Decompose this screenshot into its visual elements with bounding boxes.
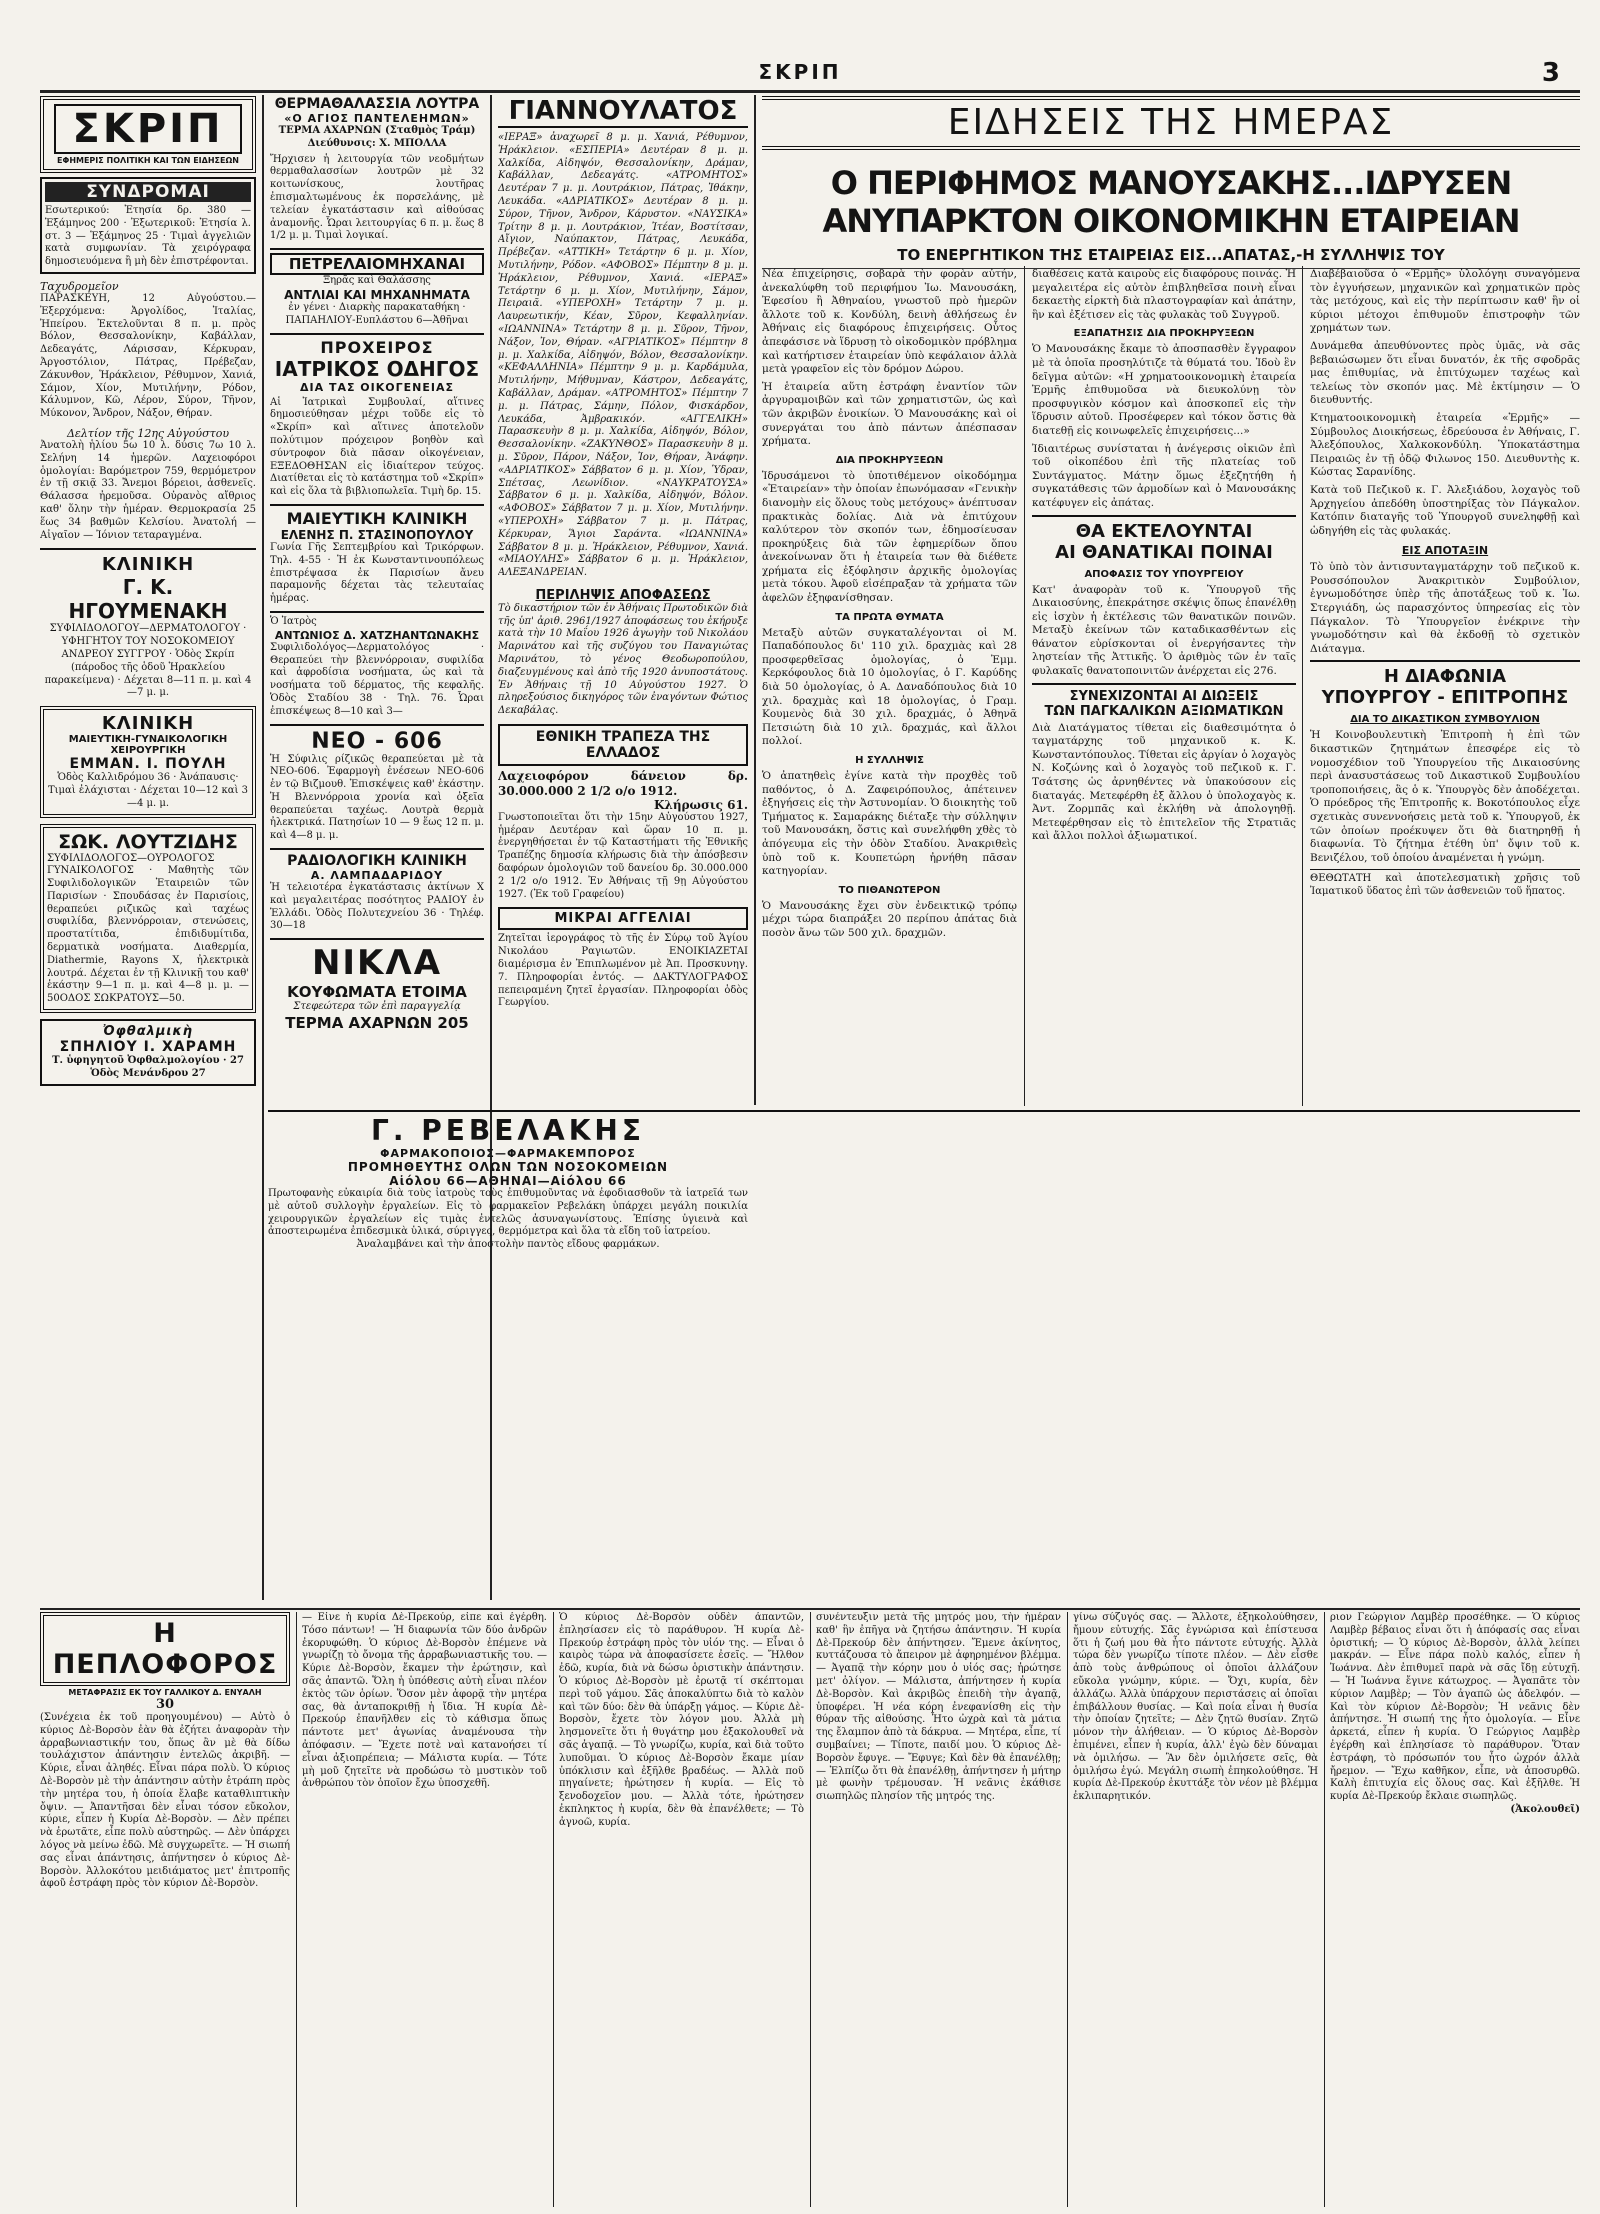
column-rule [490,95,492,1600]
serial-subtitle: ΜΕΤΑΦΡΑΣΙΣ ΕΚ ΤΟΥ ΓΑΛΛΙΚΟΥ Δ. ΕΝΥΑΛΗ [68,1688,262,1697]
shipping-text: «ΙΕΡΑΞ» ἀναχωρεῖ 8 μ. μ. Χανιά, Ρέθυμνον, Ἡράκλειον. «ΕΣΠΕΡΙΑ» Δευτέραν 8 μ. μ. Χαλκίδα, Αἰδηψόν, Θεσσαλονίκην, Δράμαν, Καβάλλαν, Δεδεαγάτς. «ΑΤΡΟΜΗΤΟΣ» Δευτέραν 7 μ. μ. Λουτράκιον, Πάτρας, Ἰθάκην, Λευκάδα. «ΑΔΡΙΑΤΙΚΟΣ» Δευτέραν 8 μ. μ. Σύρον, Τῆνον, Ἄνδρον, Κάρυστον. «ΝΑΥΣΙΚΑ» Τρίτην 8 μ. μ. Λουτράκιον, Ἰτέαν, Βοστίτσαν, Αἴγιον, Ναύπακτον, Πάτρας, Λευκάδα, Πρέβεζαν. «ΑΤΤΙΚΗ» Τετάρτην 6 μ. μ. Χίον, Μυτιλήνην, Ρόδον. «ΑΦΟΒΟΣ» Πέμπτην 8 μ. μ. Ἡράκλειον, Ρέθυμνον, Χανιά. «ΙΕΡΑΞ» Τετάρτην 6 μ. μ. Χίον, Μυτιλήνην, Σάμον, Πειραιᾶ. «ΥΠΕΡΟΧΗ» Τετάρτην 7 μ. μ. Λαυρεωτικήν, Κέαν, Σῦρον, Κεφαλληνίαν. «ΙΩΑΝΝΙΝΑ» Τετάρτην 8 μ. μ. Σῦρον, Τῆνον, Νάξον, Ἰον, Θήραν. «ΑΓΡΙΑΤΙΚΟΣ» Πέμπτην 8 μ. μ. Χαλκίδα, Αἰδηψόν, Βόλον, Θεσσαλονίκην. «ΚΕΦΑΛΛΗΝΙΑ» Πέμπτην 9 μ. μ. Καρδάμυλα, Μυτιλήνην, Μήθυμναν, Κάστρον, Δεδεαγάτς, Καβάλλαν, Δράμαν. «ΑΤΡΟΜΗΤΟΣ» Πέμπτην 7 μ. μ. Πάτρας, Σάμην, Πόλον, Φισκάρδον, Λευκάδα, Ἀμβρακικόν. «ΑΓΓΕΛΙΚΗ» Παρασκευὴν 8 μ. μ. Χαλκίδα, Αἰδηψόν, Βόλον, Θεσσαλονίκην. «ΖΑΚΥΝΘΟΣ» Παρασκευὴν 8 μ. μ. Σῦρον, Πάρον, Νάξον, Ἰον, Θήραν, Ἀνάφην. «ΑΔΡΙΑΤΙΚΟΣ» Σάββατον 6 μ. μ. Χίον, Ὑδραν, Σπέτσας, Λεωνίδιον. «ΝΑΥΚΡΑΤΟΥΣΑ» Σάββατον 6 μ. μ. Χαλκίδα, Αἰδηψόν, Βόλον. «ΑΦΟΒΟΣ» Σάββατον 7 μ. μ. Χίον, Μυτιλήνην. «ΥΠΕΡΟΧΗ» Σάββατον 7 μ. μ. Πάτρας, Κέρκυραν, Ἅγιοι Σαράντα. «ΙΩΑΝΝΙΝΑ» Σάββατον 8 μ. μ. Ἡράκλειον, Ρέθυμνον, Χανιά. «ΜΙΑΟΥΛΗΣ» Σάββατον 6 μ. μ. Ἡράκλειον, ΑΛΕΞΑΝΔΡΕΙΑΝ. [498,132,748,579]
eye-clinic-title: Ὀφθαλμικὴ [103,1024,193,1040]
serial-continued: (Ἀκολουθεῖ) [1510,1803,1580,1815]
news-section-heading: ΤΑ ΠΡΩΤΑ ΘΥΜΑΤΑ [835,611,944,623]
fine-article [1032,515,1296,679]
oil-engines-text: ἐν γένει · Διαρκὴς παρακαταθήκη · ΠΑΠΑΗΛΙΟΥ-Ευπλάστου 6—Ἀθῆναι [285,301,469,326]
clinic2-ad [40,706,256,817]
page-number: 3 [1541,58,1560,88]
bank-loan: Λαχειοφόρον δάνειον δρ. 30.000.000 2 1/2 ο/ο 1912. [498,769,748,799]
serial-section [40,1612,1580,2212]
baths-ad [270,96,484,243]
logo: ΣΚΡΙΠ [54,104,242,154]
dispute-title-2: ΥΠΟΥΡΓΟΥ - ΕΠΙΤΡΟΠΗΣ [1321,687,1569,709]
masthead [20,50,1580,90]
doctor-name: ΣΩΚ. ΛΟΥΤΖΙΔΗΣ [58,830,238,853]
oil-engines-subtitle: Ξηρᾶς καὶ Θαλάσσης [323,275,431,287]
serial-title [40,1612,290,1686]
masthead-title: ΣΚΡΙΠ [758,60,842,84]
news-paragraph: Νέα ἐπιχείρησις, σοβαρὰ τὴν φορὰν αὐτήν, ἀνεκαλύφθη τοῦ περιφήμου Ἰω. Μανουσάκη, Ἐφεσίου ἢ Ἀθηναίου, γνωστοῦ πρὸ ἡμερῶν ἄλλοτε τοῦ κ. Κονδύλη, δεινὴ ἀθλήσεως ἐν Ἀθήναις εἰς διαφόρους ἐπιχειρήσεις. Οὗτος ἀπεφάσισε νὰ ἵδρυσῃ τὸ οἰκοδομικὸν πρόβλημα καὶ κατήρτισεν ἑταιρείαν ὑπὸ κεφάλαιον ἀλλὰ μετὰ γραφεῖον εἰς τὸν δρόμον Δώρου. [762,268,1017,376]
revelakis-role-2: ΠΡΟΜΗΘΕΥΤΗΣ ΟΛΩΝ ΤΩΝ ΝΟΣΟΚΟΜΕΙΩΝ [347,1160,669,1174]
logo-subtitle: ΕΦΗΜΕΡΙΣ ΠΟΛΙΤΙΚΗ ΚΑΙ ΤΩΝ ΕΙΔΗΣΕΩΝ [57,156,239,165]
revelakis-address: Αἰόλου 66—ΑΘΗΝΑΙ—Αἰόλου 66 [389,1174,627,1188]
guide-name: ΙΑΤΡΙΚΟΣ ΟΔΗΓΟΣ [274,356,480,381]
news-rule [1302,266,1303,1106]
eye-clinic-ad [40,1019,256,1086]
fine-title-1: ΘΑ ΕΚΤΕΛΟΥΝΤΑΙ [1075,520,1253,542]
news-section-heading: ΔΙΑ ΠΡΟΚΗΡΥΞΕΩΝ [835,454,944,466]
news-paragraph: Διαβέβαιοῦσα ὁ «Ἑρμῆς» ὑλολόγηι συναγόμενα τὸν ἐγγυήσεων, μηχανικῶν καὶ χρηματικῶν πρὸς τὰς μετόχους, καὶ εἰς τὴν περίπτωσιν καθ' ἣν οἱ κύριοι μέτοχοι ἐπιθυμοῦν ἐπιστροφὴν τῶν χρημάτων των. [1310,268,1580,335]
shipping-title: ΓΙΑΝΝΟΥΛΑΤΟΣ [498,96,748,128]
radiology-ad [270,848,484,933]
eye-clinic-name: ΣΠΗΛΙΟΥ Ι. ΧΑΡΑΜΗ [59,1039,237,1056]
revelakis-name: Γ. ΡΕΒΕΛΑΚΗΣ [371,1114,645,1147]
baths-text: Ἤρχισεν ἡ λειτουργία τῶν νεοδμήτων θερμαθαλασσίων λουτρῶν μὲ 32 κοιτωνίσκους, λουτῆρας ἐπισμαλτωμένους ἐκ πορσελάνης, μὲ τελείαν ἐγκατάστασιν καὶ αἰθούσας ἀναμονῆς. Ὧραι λειτουργίας 6 π. μ. ἕως 8 1/2 μ. μ. Τιμαὶ λογικαί. [270,153,484,242]
baths-title: ΘΕΡΜΑΘΑΛΑΣΣΙΑ ΛΟΥΤΡΑ [274,96,480,112]
oil-engines-title: ΠΕΤΡΕΛΑΙΟΜΗΧΑΝΑΙ [270,253,484,275]
bank-draw: Κλήρωσις 61. [654,798,748,813]
news-column-c [1310,268,1580,1106]
news-column-b [1032,268,1296,1106]
eye-clinic-text: Τ. ὑφηγητοῦ Ὀφθαλμολογίου · 27 Ὁδὸς Μενάνδρου 27 [52,1055,244,1079]
classifieds-title: ΜΙΚΡΑΙ ΑΓΓΕΛΙΑΙ [498,907,748,930]
news-paragraph: διαθέσεις κατὰ καιροὺς εἰς διαφόρους ποινάς. Ἡ μεγαλειτέρα εἰς αὐτὸν ἐπιβληθεῖσα ποινὴ εἶναι δεκαετὴς εἱρκτὴ διὰ πλαστογραφίαν καὶ ἀπάτην, ἣν καὶ ἐξέτισεν εἰς τὰς φυλακὰς τοῦ Συγγροῦ. [1032,268,1296,321]
serial-rule [1067,1612,1068,2207]
neo-ad [270,724,484,844]
serial-column-4 [816,1612,1061,2207]
radiology-title: ΡΑΔΙΟΛΟΓΙΚΗ ΚΛΙΝΙΚΗ [287,853,467,870]
guide-subtitle: ΔΙΑ ΤΑΣ ΟΙΚΟΓΕΝΕΙΑΣ [300,380,454,394]
news-paragraph: Ἡ ἑταιρεία αὕτη ἐστράφη ἐναντίον τῶν ἀργυραμοιβῶν καὶ τῶν χρηματιστῶν, ὡς καὶ τῶν ἀκριβῶν ἐνοικίων. Ὁ Μανουσάκης καὶ οἱ συνεργάται του ἀπὸ πάντων ἀπέσπασαν χρήματα. [762,380,1017,448]
clinic-ad [40,548,256,700]
nikla-location: ΤΕΡΜΑ ΑΧΑΡΝΩΝ 205 [285,1014,469,1033]
clinic-title: ΚΛΙΝΙΚΗ [101,554,195,576]
news-section-heading: ΕΙΣ ΑΠΟΤΑΞΙΝ [1401,544,1489,558]
seizure-text: Τὸ δικαστήριον τῶν ἐν Ἀθήναις Πρωτοδικῶν διὰ τῆς ὑπ' ἀριθ. 2961/1927 ἀποφάσεως του ἐκήρυξε κατὰ τὴν 10 Μαΐου 1926 ἀγωγὴν τοῦ Νικολάου Μαρινάτου καὶ τῆς συζύγου του Παναγιώτας Μαρινάτου, τὸ γένος Θεοδωροπούλου, διαζευγμένους καὶ ἀπὸ τῆς 1920 ἀνυποστάτους. Ἐν Ἀθήναις τῇ 10 Αὐγούστου 1927. Ὁ πληρεξούσιος δικηγόρος τῶν ἐναγόντων Φώτιος Δεκαβάλας. [498,602,748,717]
serial-rule [810,1612,811,2207]
neo-title: ΝΕΟ - 606 [311,728,443,754]
serial-column-1 [40,1612,290,2207]
news-paragraph: Μεταξὺ αὐτῶν συγκαταλέγονται οἱ Μ. Παπαδόπουλος δι' 110 χιλ. δραχμὰς καὶ 28 προσφερθεῖσας ὁμολογίας, ὁ Ἐμμ. Κερκόφουλος διὰ 10 ὁμολογίας, ὁ Γ. Καρύδης διὰ 50 ὁμολογίας, ὁ Α. Δαναδόπουλος διὰ 10 χιλ. δραχμὰς καὶ 18 ὁμολογίας, ὁ Γραμ. Κουμενὸς διὰ 30 χιλ. δραχμάς, ὁ Ἀθηνᾶ Πετσιώτη διὰ 10 χιλ. δραχμάς, καὶ ἄλλοι πολλοί. [762,626,1017,748]
doctor2-ad [270,611,484,719]
dispute-article [1310,660,1580,865]
revelakis-ad [268,1110,1580,1260]
doctor-text: ΣΥΦΙΛΙΔΟΛΟΓΟΣ—ΟΥΡΟΛΟΓΟΣ ΓΥΝΑΙΚΟΛΟΓΟΣ · Μαθητὴς τῶν Συφιλιδολογικῶν Ἐταιρειῶν τῶν Παρισίων · Σπουδάσας ἐν Παρισίοις, θεραπεύει ριζικῶς καὶ ταχέως συφιλίδα, βλεννόρροιαν, στενώσεις, προστατίτιδα, ἐπιδιδυμίτιδα, δερματικὰ νοσήματα. Διαθερμία, Diathermie, Rayons X, ἠλεκτρικὰ λουτρά. Δέχεται ἐν τῇ Κλινικῇ του καθ' ἑκάστην 9—1 π. μ. καὶ 4—8 μ. μ. — 50ΟΔΟΣ ΣΩΚΡΑΤΟΥΣ—50. [47,852,249,1005]
serial-column-3 [559,1612,804,2207]
dispute-text: Ἡ Κοινοβουλευτικὴ Ἐπιτροπὴ ἡ ἐπὶ τῶν δικαστικῶν ζητημάτων ἐπεσφέρε εἰς τὸ νομοσχέδιον τοῦ Ὑπουργείου τῆς Δικαιοσύνης περὶ ἀνασυστάσεως τοῦ Δικαστικοῦ Συμβουλίου τροποποιήσεις, ἃς ὁ κ. Ὑπουργὸς δὲν ἀποδέχεται. Ὁ πρόεδρος τῆς Ἐπιτροπῆς κ. Βοκοτόπουλος εἶχε σχετικὰς συνεννοήσεις μετὰ τοῦ κ. Ὑπουργοῦ, ἐκ τῶν ὁποίων προέκυψεν ὅτι θὰ διατηρηθῇ ἡ διαφωνία. Τὸ ζήτημα ἐτέθη ὑπ' ὄψιν τοῦ κ. Βενιζέλου, τοῦ ὁποίου ἀναμένεται ἡ γνώμη. [1310,729,1580,864]
column-rule [754,95,756,1105]
serial-column-5 [1073,1612,1318,2207]
fine-title-2: ΑΙ ΘΑΝΑΤΙΚΑΙ ΠΟΙΝΑΙ [1055,541,1273,563]
news-headline-2: ΑΝΥΠΑΡΚΤΟΝ ΟΙΚΟΝΟΜΙΚΗΝ ΕΤΑΙΡΕΙΑΝ [822,202,1520,240]
news-paragraph: Ἱδρυσάμενοι τὸ ὑποτιθέμενον οἰκοδόμημα «Ἑταιρείαν» τὴν ὁποίαν ἐπωνόμασαν «Γενικὴν διανομὴν εἰς ὅλους τοὺς μετόχους» ἀνέπτυσαν πρακτικὰς δολίας. Διὰ νὰ ἐπιτύχουν καλύτερον τὸν σκοπόν των, ἐδημοσίευσαν προκηρύξεις διὰ τῶν ἐφημερίδων ὅπου ἀνεκοίνωναν ὅτι ἡ ἑταιρεία των θὰ διέθετε χρήματα εἰς ἐξόφλησιν ἀρχικῆς ὁμολογίας μετὰ τόκου. Ἀφοῦ εἰσέπραξαν τὰ χρήματα τῶν ἀφελῶν ἐξηφανίσθησαν. [762,469,1017,605]
news-paragraph: Ὁ Μανουσάκης ἔκαμε τὸ ἀποσπασθὲν ἔγγραφον μὲ τὰ ὁποῖα προσηλύτιζε τὰ θύματά του. Ἰδοὺ ἓν δεῖγμα αὐτῶν: «Η χρηματοοικονομικὴ ἑταιρεία Ἑρμῆς ἐπιθυμοῦσα νὰ διευκολύνῃ τὸν προσφυγικὸν κόσμον καὶ ἀποσκοπεῖ εἰς τὴν ἵδρυσιν αὐτοῦ. Προσέφερεν καὶ τόκον ὅστις θὰ διατεθῇ εἰς κοινωφελεῖς ἐπιχειρήσεις...» [1032,343,1296,437]
serial-rule [553,1612,554,2207]
subscriptions-title: ΣΥΝΔΡΟΜΑΙ [45,182,251,202]
serial-column-2 [302,1612,547,2207]
news-section [762,96,1580,1106]
nikla-ad [270,938,484,1032]
news-paragraph: Τὸ ὑπὸ τὸν ἀντισυνταγματάρχην τοῦ πεζικοῦ κ. Ρουσσόπουλον Ἀνακριτικὸν Συμβούλιον, ἐγνωμοδότησε ὑπὲρ τῆς ἀποτάξεως τοῦ κ. Ἰω. Στεργιάδη, ὡς παρασχόντος ὑπηρεσίας εἰς τὸν Πάγκαλον. Τὸ Ὑπουργεῖον ἐνέκρινε τὴν γνωμοδότησιν καὶ θὰ ἐκδοθῇ τὸ σχετικὸν Διάταγμα. [1310,561,1580,655]
news-rule [1024,266,1025,1106]
bank-text: Γνωστοποιεῖται ὅτι τὴν 15ην Αὐγούστου 1927, ἡμέραν Δευτέραν καὶ ὥραν 10 π. μ. ἐνεργηθήσεται ἐν τῷ Καταστήματι τῆς Ἐθνικῆς Τραπέζης δημοσία κλήρωσις διὰ τὴν ἀπόσβεσιν δαφόρων ὁμολογιῶν τοῦ δανείου δρ. 30.000.000 2 1/2 ο/ο 1912. Ἐν Ἀθήναις τῇ 9ῃ Αὐγούστου 1927. (Ἐκ τοῦ Γραφείου) [498,811,748,900]
doctor-ad [40,824,256,1014]
revelakis-text: Πρωτοφανὴς εὐκαιρία διὰ τοὺς ἰατροὺς τοὺς ἐπιθυμοῦντας νὰ ἐφοδιασθοῦν τὰ ἰατρεῖά των μὲ αὐτοῦ συλλογὴν ἐργαλείων. Εἰς τὸ φαρμακεῖον Ρεβελάκη ὑπάρχει μεγάλη ποικιλία χειρουργικῶν ἐργαλείων εἰς τιμὰς ἐντελῶς ἀσυναγωνίστους. Ἐπίσης ὑγιεινὰ καὶ ἀποστειρωμένα ἐπιδεσμικὰ ὑλικά, σύριγγες, θερμόμετρα καὶ ὅλα τὰ εἴδη τοῦ ἰατρείου. [268,1188,748,1238]
oil-engines-line: ΑΝΤΛΙΑΙ ΚΑΙ ΜΗΧΑΝΗΜΑΤΑ [284,287,470,302]
column-rule [262,95,264,1600]
nikla-title: ΝΙΚΛΑ [311,943,443,984]
guide-title: ΠΡΟΧΕΙΡΟΣ [320,337,434,357]
clinic-name: Γ. Κ. ΗΓΟΥΜΕΝΑΚΗ [68,575,228,624]
dispute-title-1: Η ΔΙΑΦΩΝΙΑ [1383,666,1507,688]
serial-title-text: Η ΠΕΠΛΟΦΟΡΟΣ [52,1618,278,1680]
news-section-heading: ΕΞΑΠΑΤΗΣΙΣ ΔΙΑ ΠΡΟΚΗΡΥΞΕΩΝ [1073,328,1255,340]
maternity-name: ΕΛΕΝΗΣ Π. ΣΤΑΣΙΝΟΠΟΥΛΟΥ [280,527,474,542]
serial-text: γίνω σύζυγός σας. — Ἄλλοτε, ἐξηκολούθησεν, ἤμουν εὐτυχής. Σᾶς ἐγνώρισα καὶ ἐπίστευσα ὅτι ἡ ζωή μου θὰ ἦτο πάντοτε εὐτυχής. Ἀλλὰ τώρα δὲν γνωρίζω τίποτε πλέον. — Δὲν εἶσθε ἀπὸ τοὺς ἀνθρώπους οἱ ὁποῖοι ἀλλάζουν εὔκολα γνώμην, κύριε. — Ὄχι, κυρία, δὲν ἀλλάζω. Ἀλλὰ ὑπάρχουν περιστάσεις αἱ ὁποῖαι ἐπιβάλλουν θυσίας. — Καὶ ποία εἶναι ἡ θυσία τὴν ὁποίαν ζητεῖτε; — Δὲν ζητῶ θυσίαν. Ζητῶ μόνον τὴν ἀλήθειαν. — Ὁ κύριος Δὲ-Βορσὸν ἐπιμένει, εἶπεν ἡ κυρία, ἀλλ' ἐγὼ δὲν δύναμαι νὰ ὁμιλήσω. — Ἂν δὲν ὁμιλήσετε σεῖς, θὰ ὁμιλήσω ἐγώ. Μεγάλη σιωπὴ ἐπηκολούθησε. Ἡ κυρία Δὲ-Πρεκούρ ἐκυττάξε τὸν νέον μὲ βλέμμα ἐκλιπαρητικόν. [1073,1612,1318,1803]
column-3 [498,96,748,1106]
column-1 [40,96,256,1601]
serial-text: (Συνέχεια ἐκ τοῦ προηγουμένου) — Αὐτὸ ὁ κύριος Δὲ-Βορσὸν ἐὰν θὰ ἐζήτει ἀναφορὰν τὴν ἀρραβωνιαστικήν του, ὅπως ἂν μὲ θὰ δίδω τουλάχιστον ἀπάντησιν ἐντελῶς ἀκριβῆ. — Κύριε, εἶναι ἀληθές. Εἶναι πάρα πολὺ. Ὁ κύριος Δὲ-Βορσὸν μὲ τὴν ἀπάντησιν αὐτὴν ἐτράπη πρὸς τὴν μητέρα του, ἡ ὁποία ἔλαβε καταθλιπτικὴν ὄψιν. — Ἀπαντῆσαι δὲν εἶναι τόσον εὔκολον, κύριε, εἶπεν ἡ Κυρία Δὲ-Βορσὸν. — Δὲν πρέπει νὰ ἐρωτᾶτε, εἶπε πολὺ αὐστηρῶς. — Δὲν ὑπάρχει λόγος νὰ μείνω ἐδῶ. Μὲ συγχωρεῖτε. — Ἡ σιωπή σας εἶναι ἀπάντησις, ἀπήντησεν ὁ κύριος Δὲ-Βορσὸν. Ἀλλοκότου μειδιάματος μετ' ἐπιτροπῆς ἀφοῦ ἐστράφη πρὸς τὸν κύριον Δὲ-Βορσὸν. [40,1712,290,1890]
bulletin-text: Ἀνατολὴ ἡλίου 5ω 10 λ. δύσις 7ω 10 λ. Σελήνη 14 ἡμερῶν. Λαχειοφόροι ὁμολογίαι: Βαρόμετρον 759, θερμόμετρον ἐν τῇ σκιᾷ 33. Ἄνεμοι βόρειοι, ἀσθενεῖς. Θάλασσα ἠρεμοῦσα. Οὐρανὸς αἴθριος καθ' ὅλην τὴν ἡμέραν. Θερμοκρασία 25 ἕως 34 βαθμῶν Κελσίου. Ἀνατολή — Αἰγαῖον — Ἰόνιον τεταραγμένα. [40,439,256,541]
news-paragraph: Κατὰ τοῦ Πεζικοῦ κ. Γ. Ἀλεξιάδου, λοχαγὸς τοῦ Ἀρχηγείου ἀπεδόθη ὑποστηρίξας τὸν Πάγκαλον. Κατόπιν διαταγῆς τοῦ Ὑπουργοῦ συνεληφθῇ καὶ ὡδηγήθη εἰς τὰς φυλακάς. [1310,483,1580,537]
news-section-heading: ΤΟ ΠΙΘΑΝΩΤΕΡΟΝ [838,884,941,896]
news-paragraph: Δυνάμεθα ἀπευθύνοντες πρὸς ὑμᾶς, νὰ σᾶς βεβαιώσωμεν ὅτι εἶναι δυνατόν, ἐκ τῆς σφοδρᾶς μας ἐπιθυμίας, νὰ ἐπιτύχωμεν ταχέως καὶ τελείως τὸν σκοπόν μας. Μὲ ἐκτίμησιν — Ὁ διευθυντής. [1310,339,1580,407]
doctor2-text: Συφιλιδολόγος—Δερματολόγος · Θεραπεύει τὴν βλεννόρροιαν, συφιλίδα καὶ ἀφροδίσια νοσήματα, ὡς καὶ τὰ νοσήματα τοῦ δέρματος, τῆς κεφαλῆς. Ὁδὸς Σταδίου 38 · Τηλ. 76. Ὧραι ἐπισκέψεως 8—10 καὶ 3— [270,641,484,717]
masthead-rule [40,90,1580,93]
maternity-text: Γωνία Γῆς Σεπτεμβρίου καὶ Τρικόρφων. Τηλ. 4-55 · Ἡ ἐκ Κωνσταντινουπόλεως ἐπιστρέψασα ἐκ Παρισίων ἄνευ παραμονῆς δέχεται τὰς τελευταίας ἡμέρας. [270,541,484,605]
lawsuit-text: Διὰ Διατάγματος τίθεται εἰς διαθεσιμότητα ὁ ταγματάρχης τοῦ μηχανικοῦ κ. Κ. Κωνσταντόπουλος. Τίθεται εἰς ἀργίαν ὁ λοχαγὸς Ν. Κοζώνης καὶ ὁ λοχαγὸς τοῦ πεζικοῦ κ. Γ. Τσάτσης ὡς ἀρνηθέντες νὰ ὑπακούσουν εἰς διαταγάς. Μετεφέρθη ἐξ ἄλλου ὁ ὑπολοχαγὸς κ. Ἀντ. Ζορμπᾶς καὶ ἐκλήθη νὰ ἀπολογηθῇ. Μετεφέρθησαν εἰς τὸ ἐπιτελεῖον τῆς Στρατιᾶς καὶ ἄλλοι πολλοὶ ἀξιωματικοί. [1032,721,1296,843]
news-subhead: ΤΟ ΕΝΕΡΓΗΤΙΚΟΝ ΤΗΣ ΕΤΑΙΡΕΙΑΣ ΕΙΣ...ΑΠΑΤΑΣ,-Η ΣΥΛΛΗΨΙΣ ΤΟΥ [762,246,1580,269]
serial-text: συνέντευξιν μετὰ τῆς μητρός μου, τὴν ἡμέραν καθ' ἣν ἐπῆγα νὰ ζητήσω ἀπάντησιν. Ἡ κυρία Δὲ-Πρεκούρ δὲν ἀπήντησεν. Ἔμενε ἀκίνητος, κυττάζουσα τὸ ἄπειρον μὲ ἀφηρημένον βλέμμα. — Ἀγαπᾷ τὴν κόρην μου ὁ υἱός σας; ἠρώτησε μετ' ὀλίγον. — Μάλιστα, ἀπήντησεν ἡ κυρία Δὲ-Βορσὸν. Καὶ ἀκριβῶς ἐπειδὴ τὴν ἀγαπᾷ, ὑποφέρει. Ἡ νέα κόρη ἐνεφανίσθη εἰς τὴν θύραν τῆς αἰθούσης. Ἦτο ὠχρὰ καὶ τὰ μάτια της ἔλαμπον ἀπὸ τὰ δάκρυα. — Μητέρα, εἶπε, τί συμβαίνει; — Τίποτε, παιδί μου. Ὁ κύριος Δὲ-Βορσὸν ἔφυγε. — Ἔφυγε; Καὶ δὲν θὰ ἐπανέλθῃ; — Ἐλπίζω ὅτι θὰ ἐπανέλθῃ, ἀπήντησεν ἡ μήτηρ μὲ φωνὴν τρέμουσαν. Ἡ νεᾶνις ἐκάθισε σιωπηλῶς πλησίον τῆς μητρός της. [816,1612,1061,1803]
logo-box [40,96,256,173]
bulletin-title: Δελτίον τῆς 12ης Αὐγούστου [66,426,230,440]
seizure-title: ΠΕΡΙΛΗΨΙΣ ΑΠΟΦΑΣΕΩΣ [535,587,711,603]
clinic-text: ΣΥΦΙΛΙΔΟΛΟΓΟΥ—ΔΕΡΜΑΤΟΛΟΓΟΥ · ΥΦΗΓΗΤΟΥ ΤΟΥ ΝΟΣΟΚΟΜΕΙΟΥ ΑΝΔΡΕΟΥ ΣΥΓΓΡΟΥ · Ὁδὸς Σκρίπ (πάροδος τῆς ὁδοῦ Ἡρακλείου παρακείμενα) · Δέχεται 8—11 π. μ. καὶ 4—7 μ. μ. [44,623,252,699]
guide-text: Αἱ Ἰατρικαὶ Συμβουλαί, αἵτινες δημοσιεύθησαν μέχρι τοῦδε εἰς τὸ «Σκρίπ» καὶ αἵτινες ἀποτελοῦν πολύτιμον πρόχειρον βοηθὸν καὶ σύντροφον διὰ πᾶσαν οἰκογένειαν, ΕΞΕΔΟΘΗΣΑΝ εἰς ἰδιαίτερον τεύχος. Διατίθεται εἰς τὸ κατάστημα τοῦ «Σκρίπ» καὶ εἰς ὅλα τὰ βιβλιοπωλεῖα. Τιμὴ δρ. 15. [270,396,484,498]
clinic2-subtitle: ΜΑΙΕΥΤΙΚΗ-ΓΥΝΑΙΚΟΛΟΓΙΚΗ ΧΕΙΡΟΥΡΓΙΚΗ [68,734,228,757]
maternity-ad [270,504,484,606]
revelakis-role: ΦΑΡΜΑΚΟΠΟΙΟΣ—ΦΑΡΜΑΚΕΜΠΟΡΟΣ [380,1147,636,1160]
subscriptions-box [40,177,256,274]
medical-guide-ad [270,333,484,499]
maternity-title: ΜΑΙΕΥΤΙΚΗ ΚΛΙΝΙΚΗ [286,508,468,528]
subscriptions-text: Εσωτερικού: Ἐτησία δρ. 380 — Ἑξάμηνος 200 · Ἐξωτερικοῦ: Ἐτησία λ. στ. 3 — Ἑξάμηνος 25 · Τιμαὶ ἀγγελιῶν κατὰ συμφωνίαν. Τὰ χειρόγραφα δημοσιευόμενα ἢ μὴ δὲν ἐπιστρέφονται. [45,205,251,268]
clinic2-title: ΚΛΙΝΙΚΗ [101,713,195,735]
post-text: ΠΑΡΑΣΚΕΥΗ, 12 Αὐγούστου.— Ἐξερχόμενα: Ἀργολίδος, Ἰταλίας, Ἠπείρου. Ἐκτελοῦνται 8 π. μ. πρὸς Βόλον, Θεσσαλονίκην, Καβάλλαν, Δεδεαγάτς, Λάρισσαν, Κέρκυραν, Ἀργοστόλιον, Πάτρας, Πρέβεζαν, Ζάκυνθον, Ἡράκλειον, Ρέθυμνον, Χανιά, Σάμον, Χίον, Μυτιλήνην, Ρόδον, Κάλυμνον, Κῶ, Λέρον, Σύρον, Τῆνον, Μύκονον, Ἄνδρον, Νάξον, Θήραν. [40,292,256,420]
clinic2-text: Ὁδὸς Καλλιδρόμου 36 · Ἀνάπαυσις· Τιμαὶ ἐλάχισται · Δέχεται 10—12 καὶ 3—4 μ. μ. [47,772,249,809]
baths-subtitle: «Ο ΑΓΙΟΣ ΠΑΝΤΕΛΕΗΜΩΝ» [284,112,470,125]
fine-text: Κατ' ἀναφορὰν τοῦ κ. Ὑπουργοῦ τῆς Δικαιοσύνης, ἐπεκράτησε σκέψις ὅπως ἐπανέλθῃ εἰς ἰσχὺν ἡ ἐκτέλεσις τῶν θανατικῶν ποινῶν. Μεταξὺ ἐκείνων τῶν καταδικασθέντων εἰς θάνατον εὑρίσκονται οἱ ἐνεργήσαντες τὴν ληστείαν τῆς Ἀττικῆς. Ὁ ἀριθμὸς τῶν ἐν ταῖς φυλακαῖς θανατοποινιτῶν ἀνέρχεται εἰς 276. [1032,583,1296,678]
classifieds-text: Ζητεῖται ἱερογράφος τὸ τῆς ἐν Σύρῳ τοῦ Ἁγίου Νικολάου Ραγιωτῶν. ΕΝΟΙΚΙΑΖΕΤΑΙ διαμέρισμα ἐν Ἐπιπλωμένον μὲ Ἀπ. Προσκυνηγ. 7. Πληροφορίαι ἐντός. — ΔΑΚΤΥΛΟΓΡΑΦΟΣ πεπειραμένη ζητεῖ ἐργασίαν. Πληροφορίαι ὁδὸς Γεωργίου. [498,933,748,1009]
serial-text: ριον Γεώργιον Λαμβὲρ προσέθηκε. — Ὁ κύριος Λαμβὲρ βέβαιος εἶναι ὅτι ἡ ἀπόφασίς σας εἶναι ὁριστική; — Ὁ κύριος Δὲ-Βορσὸν, ἀλλὰ λείπει μακράν. — Εἶνε πάρα πολὺ καλός, εἶπεν ἡ Ἰωάννα. Δὲν ἐπιθυμεῖ παρὰ νὰ σᾶς ἴδῃ εὐτυχῆ. — Ἡ Ἰωάννα ἔγινε κάτωχρος. — Ἀγαπᾶτε τὸν κύριον Λαμβὲρ; — Τὸν ἀγαπῶ ὡς ἀδελφόν. — Καὶ τὸν κύριον Δὲ-Βορσὸν; Ἡ νεᾶνις δὲν ἀπήντησε. Ἡ σιωπή της ἦτο ὁμολογία. — Εἶνε ἀρκετά, εἶπεν ἡ κυρία. Ὁ Γεώργιος Λαμβὲρ ἐγέρθη καὶ ἐπλησίασε τὸ παράθυρον. Ὅταν ἐστράφη, τὸ πρόσωπόν του ἦτο ὠχρόν ἀλλὰ ἤρεμον. — Ἔχω καθῆκον, εἶπε, νὰ ἀποσυρθῶ. Καλὴ ἐπιτυχία εἰς ὅλους σας. Καὶ ἐξῆλθε. Ἡ κυρία Δὲ-Πρεκούρ ἔκλαιε σιωπηλῶς. [1330,1612,1580,1803]
footer-note: ΘΕΘΩΤΑΤΗ καὶ ἀποτελεσματικὴ χρῆσις τοῦ Ἰαματικοῦ ὕδατος ἐπὶ τῶν ἀσθενειῶν τοῦ ἥπατος. [1310,869,1580,899]
baths-location: ΤΕΡΜΑ ΑΧΑΡΝΩΝ (Σταθμὸς Τράμ) Διεύθυνσις: Χ. ΜΠΟΛΛΑ [278,125,476,149]
column-2 [270,96,484,1601]
news-banner [762,96,1580,150]
bank-title: ΕΘΝΙΚΗ ΤΡΑΠΕΖΑ ΤΗΣ ΕΛΛΑΔΟΣ [498,724,748,766]
doctor2-label: Ὁ Ἰατρὸς [270,615,317,627]
serial-rule [296,1612,297,2207]
serial-rule [1324,1612,1325,2207]
news-column-a [762,268,1017,1106]
news-paragraph: Ἰδιαιτέρως συνίσταται ἡ ἀνέγερσις οἰκιῶν ἐπὶ τοῦ οἰκοπέδου ἐπὶ τῆς πλατείας τοῦ Συντάγματος. Μάτην ὅμως ἐξεζητήθη ἡ συγκατάθεσις τῶν ἀρμοδίων καὶ ὁ Μανουσάκης κατέφυγεν εἰς ἀπάτας. [1032,442,1296,509]
serial-text: — Εἶνε ἡ κυρία Δὲ-Πρεκούρ, εἶπε καὶ ἐγέρθη. Τόσο πάντων! — Ἡ διαφωνία τῶν δύο ἀνδρῶν ἐκορυφώθη. Ὁ κύριος Δὲ-Βορσὸν ἐπέμενε νὰ γνωρίζῃ τὸ ὄνομα τῆς ἀρραβωνιαστικῆς του. — Κύριε Δὲ-Βορσὸν, ἔκαμεν τὴν ἐρώτησιν, καὶ σᾶς ἀπαντῶ. Ὅλη ἡ ὑπόθεσις αὐτὴ εἶναι πλέον ἐκτὸς τῶν ὁρίων. Ὅσον μὲν ἀφορᾷ τὴν μητέρα σας, θὰ ἀνταποκριθῇ ἡ ἴδια. Ἡ κυρία Δὲ-Πρεκούρ ἐπανῆλθεν εἰς τὸ κάθισμα ὅπως πάντοτε μετ' ἀγωνίας ἀναμένουσα τὴν ἀπόφασιν. — Ἔχετε ποτὲ ναὶ κατανοήσει τί εἶναι ἀξιοπρέπεια; — Μάλιστα κυρία. — Τότε μὴ μοῦ ζητεῖτε νὰ προδώσω τὸ μυστικὸν τοῦ ἀνθρώπου τὸν ὁποῖον ἔχω ὑποσχεθῆ. [302,1612,547,1790]
post-title: Ταχυδρομεῖον [40,279,119,293]
clinic2-name: ΕΜΜΑΝ. Ι. ΠΟΥΛΗ [69,756,227,773]
serial-text: Ὁ κύριος Δὲ-Βορσὸν οὐδὲν ἀπαντῶν, ἐπλησίασεν εἰς τὸ παράθυρον. Ἡ κυρία Δὲ-Πρεκούρ ἐστράφη πρὸς τὸν υἱόν της. — Εἶναι ὁ καιρὸς τώρα νὰ ἀποφασίσετε ἐσεῖς. — Ἤλθον ἐδῶ, κυρία, διὰ νὰ δώσω ὁριστικὴν ἀπάντησιν. Ὁ κύριος Δὲ-Βορσὸν μὲ ἐρωτᾷ τί σκέπτομαι περὶ τοῦ γάμου. Σᾶς ἀποκαλύπτω διὰ τὸ καλὸν καὶ τῶν δύο: δὲν θὰ ὑπάρξῃ γάμος. — Κύριε Δὲ-Βορσὸν, ἔχετε τὸν λόγον μου. Ἀλλὰ μὴ λησμονεῖτε ὅτι ἡ θυγάτηρ μου ἐξακολουθεῖ νὰ σᾶς ἀγαπᾷ. — Τὸ γνωρίζω, κυρία, καὶ διὰ τοῦτο λυποῦμαι. Ὁ κύριος Δὲ-Βορσὸν ἔκαμε μίαν ὑπόκλισιν καὶ ἐξῆλθε βραδέως. — Ἀλλὰ ποῦ πηγαίνετε; ἠρώτησεν ἡ κυρία. — Εἰς τὸ ξενοδοχεῖον μου. — Ἀλλὰ τότε, ἠρώτησεν ἐκπληκτος ἡ κυρία, δὲν θὰ ἐπανέλθετε; — Τὸ ἀγνοῶ, κυρία. [559,1612,804,1828]
revelakis-text-2: Ἀναλαμβάνει καὶ τὴν ἀποστολὴν παντὸς εἴδους φαρμάκων. [356,1239,660,1251]
radiology-text: Ἡ τελειοτέρα ἐγκατάστασις ἀκτίνων Χ καὶ μεγαλειτέρας ποσότητος ΡΑΔΙΟΥ ἐν Ἑλλάδι. Ὁδὸς Πολυτεχνείου 36 · Τηλέφ. 30—18 [270,882,484,932]
neo-text: Ἡ Σύφιλις ρίζικῶς θεραπεύεται μὲ τὰ ΝΕΟ-606. Ἐφαρμογὴ ἐνέσεων ΝΕΟ-606 ἐν τῷ Βιζμουθ. Ἐπισκέψεις καθ' ἑκάστην. Ἡ Βλεννόρροια χρονία καὶ ὀξεῖα θεραπεύεται ταχέως. Λουτρὰ θερμὰ ἠλεκτρικά. Πατησίων 10 — 9 ἕως 12 π. μ. καὶ 4—8 μ. μ. [270,753,484,842]
nikla-note: Στεφεώτερα τῶν ἐπὶ παραγγελίᾳ [293,1001,461,1013]
serial-column-6 [1330,1612,1580,2207]
fine-subtitle: ΑΠΟΦΑΣΙΣ ΤΟΥ ΥΠΟΥΡΓΕΙΟΥ [1084,568,1244,580]
news-section-heading: Η ΣΥΛΛΗΨΙΣ [855,755,924,766]
serial-rule [40,1608,1580,1610]
dispute-subtitle: ΔΙΑ ΤΟ ΔΙΚΑΣΤΙΚΟΝ ΣΥΜΒΟΥΛΙΟΝ [1350,714,1540,726]
revelakis-inner [268,1114,748,1259]
doctor2-name: ΑΝΤΩΝΙΟΣ Δ. ΧΑΤΖΗΑΝΤΩΝΑΚΗΣ [274,628,480,642]
lawsuit-title-1: ΣΥΝΕΧΙΖΟΝΤΑΙ ΑΙ ΔΙΩΞΕΙΣ [1069,688,1259,704]
lawsuit-title-2: ΤΩΝ ΠΑΓΚΑΛΙΚΩΝ ΑΞΙΩΜΑΤΙΚΩΝ [1044,703,1284,719]
oil-engines-ad [270,248,484,327]
news-paragraph: Ὁ Μανουσάκης ἔχει σὺν ἐνδεικτικῷ τρόπῳ μέχρι τώρα διαπράξει 20 περίπου ἀπάτας διὰ ποσὸν ἄνω τῶν 500 χιλ. δραχμῶν. [762,899,1017,939]
radiology-name: Α. ΛΑΜΠΑΔΑΡΙΔΟΥ [310,869,444,883]
news-banner-text: ΕΙΔΗΣΕΙΣ ΤΗΣ ΗΜΕΡΑΣ [947,102,1395,143]
nikla-subtitle: ΚΟΥΦΩΜΑΤΑ ΕΤΟΙΜΑ [287,983,467,1002]
serial-number: 30 [155,1697,175,1712]
news-paragraph: Ὁ ἀπατηθεὶς ἐγίνε κατὰ τὴν προχθὲς τοῦ παθόντος, ὁ Δ. Ζαφειρόπουλος, ἀπέτεινεν ἐξηγήσεις εἰς τὴν Ἀστυνομίαν. Ὁ διοικητὴς τοῦ Τμήματος κ. Σαμαράκης διέταξε τὴν σύλληψιν τοῦ Μανουσάκη, ὅστις καὶ συνελήφθη χθὲς τὸ ἀπόγευμα εἰς τὴν ὁδὸν Σταδίου. Ἀνακριθεὶς ὑπὸ τοῦ κ. Κουπετώρη ἠρνήθη πᾶσαν κατηγορίαν. [762,770,1017,878]
lawsuit-article [1032,683,1296,844]
news-paragraph: Κτηματοοικονομικὴ ἑταιρεία «Ἑρμῆς» — Σύμβουλος Διοικήσεως, ἐδρεύουσα ἐν Ἀθήναις, Γ. Ἀλεξόπουλος, Χαλκοκονδύλη. Ὑποκατάστημα Πειραιῶς ἐν τῇ ὁδῷ Φιλωνος 150. Διευθυντὴς κ. Κώστας Σαρανίδης. [1310,411,1580,479]
news-headline-1: Ο ΠΕΡΙΦΗΜΟΣ ΜΑΝΟΥΣΑΚΗΣ...ΙΔΡΥΣΕΝ [830,164,1512,202]
